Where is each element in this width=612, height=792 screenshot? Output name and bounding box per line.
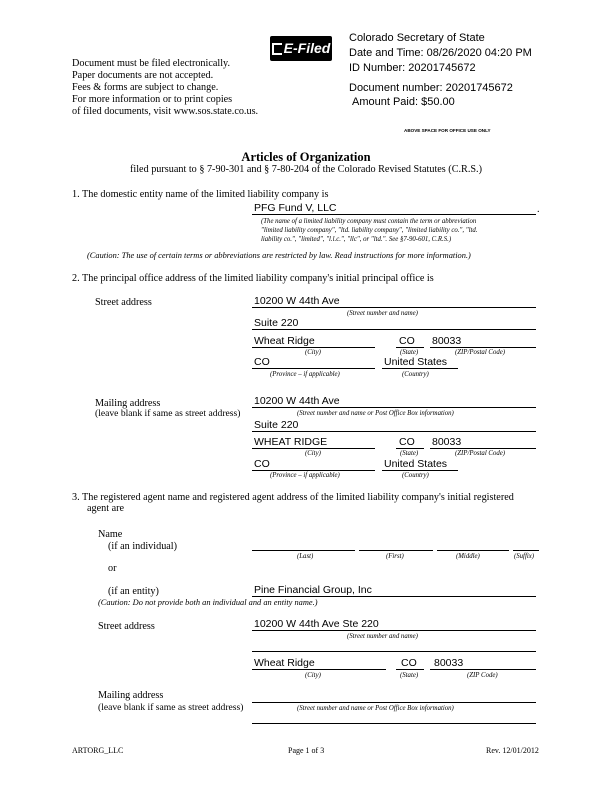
mailing-street-caption: (Street number and name or Post Office Box information) xyxy=(297,410,454,417)
agent-mailing-sublabel: (leave blank if same as street address) xyxy=(98,702,244,713)
e-filed-logo xyxy=(270,36,332,61)
agent-mailing-caption: (Street number and name or Post Office Box information) xyxy=(297,705,454,712)
principal-street-1: 10200 W 44th Ave xyxy=(254,295,340,307)
field-line xyxy=(252,307,536,308)
suffix-caption: (Suffix) xyxy=(514,553,535,560)
city-caption: (City) xyxy=(305,450,321,457)
agent-street-1: 10200 W 44th Ave Ste 220 xyxy=(254,618,379,630)
note-line: Fees & forms are subject to change. xyxy=(72,82,219,93)
field-line xyxy=(252,329,536,330)
agent-street-caption: (Street number and name) xyxy=(347,633,418,640)
agent-entity-name: Pine Financial Group, Inc xyxy=(254,584,372,596)
field-line xyxy=(359,550,433,551)
mailing-address-label: Mailing address xyxy=(95,398,161,409)
section-2-label: 2. The principal office address of the limited liability company's initial principal office is xyxy=(72,273,434,284)
agent-caution: (Caution: Do not provide both an individual and an entity name.) xyxy=(98,598,318,607)
zip-caption: (ZIP/Postal Code) xyxy=(455,349,506,356)
agent-individual-label: (if an individual) xyxy=(108,541,178,552)
entity-name-value: PFG Fund V, LLC xyxy=(254,202,337,214)
footer-form-id: ARTORG_LLC xyxy=(72,746,124,755)
mailing-state: CO xyxy=(399,436,415,448)
field-line xyxy=(252,702,536,703)
principal-city: Wheat Ridge xyxy=(254,335,315,347)
field-line xyxy=(382,470,458,471)
field-line xyxy=(252,550,355,551)
agent-street-label: Street address xyxy=(98,621,155,632)
state-caption: (State) xyxy=(400,349,419,356)
field-line xyxy=(252,368,375,369)
agent-mailing-label: Mailing address xyxy=(98,690,164,701)
mailing-city: WHEAT RIDGE xyxy=(254,436,328,448)
principal-zip: 80033 xyxy=(432,335,462,347)
mailing-street-2: Suite 220 xyxy=(254,419,299,431)
principal-state: CO xyxy=(399,335,415,347)
field-line xyxy=(252,651,536,652)
section-1-label: 1. The domestic entity name of the limited liability company is xyxy=(72,189,329,200)
mailing-street-1: 10200 W 44th Ave xyxy=(254,395,340,407)
footer-page-number: Page 1 of 3 xyxy=(288,746,325,755)
filing-notes xyxy=(72,58,258,118)
city-caption: (City) xyxy=(305,672,321,679)
office-name: Colorado Secretary of State xyxy=(349,32,485,44)
mailing-address-sublabel: (leave blank if same as street address) xyxy=(95,408,241,419)
zip-caption: (ZIP Code) xyxy=(467,672,498,679)
note-line: For more information or to print copies xyxy=(72,94,233,105)
field-line xyxy=(430,669,536,670)
last-caption: (Last) xyxy=(297,553,314,560)
field-line xyxy=(252,448,375,449)
section-3-label-cont: agent are xyxy=(87,503,125,514)
or-label: or xyxy=(108,563,117,574)
province-caption: (Province – if applicable) xyxy=(270,472,340,479)
name-note-3: liability co.", "limited", "l.l.c.", "llc", or "ltd.". See §7-90-601, C.R.S.) xyxy=(261,236,452,243)
field-line xyxy=(396,669,424,670)
id-number: ID Number: 20201745672 xyxy=(349,62,476,74)
e-filed-mark-icon xyxy=(272,43,282,55)
street-address-label: Street address xyxy=(95,297,152,308)
country-caption: (Country) xyxy=(402,472,429,479)
agent-state: CO xyxy=(401,657,417,669)
section-3-label: 3. The registered agent name and registered agent address of the limited liability company's initial registered xyxy=(72,492,514,503)
filing-date-time: Date and Time: 08/26/2020 04:20 PM xyxy=(349,47,532,59)
principal-street-2: Suite 220 xyxy=(254,317,299,329)
field-line xyxy=(382,368,458,369)
note-line: of filed documents, visit www.sos.state.co.us. xyxy=(72,106,259,117)
city-caption: (City) xyxy=(305,349,321,356)
principal-province: CO xyxy=(254,356,270,368)
logo-text: E-Filed xyxy=(283,40,331,56)
state-caption: (State) xyxy=(400,450,419,457)
field-line xyxy=(252,596,536,597)
field-line xyxy=(252,630,536,631)
field-line xyxy=(513,550,539,551)
field-line xyxy=(252,723,536,724)
office-use-label: ABOVE SPACE FOR OFFICE USE ONLY xyxy=(404,128,491,133)
field-line xyxy=(396,448,424,449)
field-line xyxy=(437,550,509,551)
agent-zip: 80033 xyxy=(434,657,464,669)
first-caption: (First) xyxy=(386,553,404,560)
principal-country: United States xyxy=(384,356,448,368)
field-line xyxy=(252,431,536,432)
field-line xyxy=(252,407,536,408)
page-subtitle: filed pursuant to § 7-90-301 and § 7-80-204 of the Colorado Revised Statutes (C.R.S.) xyxy=(130,164,482,175)
entity-name-period: . xyxy=(537,204,540,215)
field-line xyxy=(430,347,536,348)
name-note-1: (The name of a limited liability company must contain the term or abbreviation xyxy=(261,218,477,225)
document-number: Document number: 20201745672 xyxy=(349,82,513,94)
street-caption: (Street number and name) xyxy=(347,310,418,317)
field-line xyxy=(252,347,375,348)
zip-caption: (ZIP/Postal Code) xyxy=(455,450,506,457)
amount-paid: Amount Paid: $50.00 xyxy=(352,96,455,108)
name-note-2: "limited liability company", "ltd. liability company", "limited liability co.", "ltd. xyxy=(261,227,478,234)
agent-entity-label: (if an entity) xyxy=(108,586,159,597)
page-title: Articles of Organization xyxy=(241,150,371,164)
field-line xyxy=(430,448,536,449)
mailing-zip: 80033 xyxy=(432,436,462,448)
note-line: Paper documents are not accepted. xyxy=(72,70,214,81)
mailing-country: United States xyxy=(384,458,448,470)
field-line xyxy=(252,669,386,670)
agent-city: Wheat Ridge xyxy=(254,657,315,669)
country-caption: (Country) xyxy=(402,371,429,378)
field-line xyxy=(252,470,375,471)
state-caption: (State) xyxy=(400,672,419,679)
field-line xyxy=(396,347,424,348)
province-caption: (Province – if applicable) xyxy=(270,371,340,378)
entity-name-line xyxy=(252,214,536,215)
mailing-province: CO xyxy=(254,458,270,470)
agent-name-label: Name xyxy=(98,529,123,540)
footer-revision: Rev. 12/01/2012 xyxy=(486,746,539,755)
middle-caption: (Middle) xyxy=(456,553,480,560)
name-caution: (Caution: The use of certain terms or abbreviations are restricted by law. Read instructions for more information.) xyxy=(87,251,471,260)
note-line: Document must be filed electronically. xyxy=(72,58,231,69)
